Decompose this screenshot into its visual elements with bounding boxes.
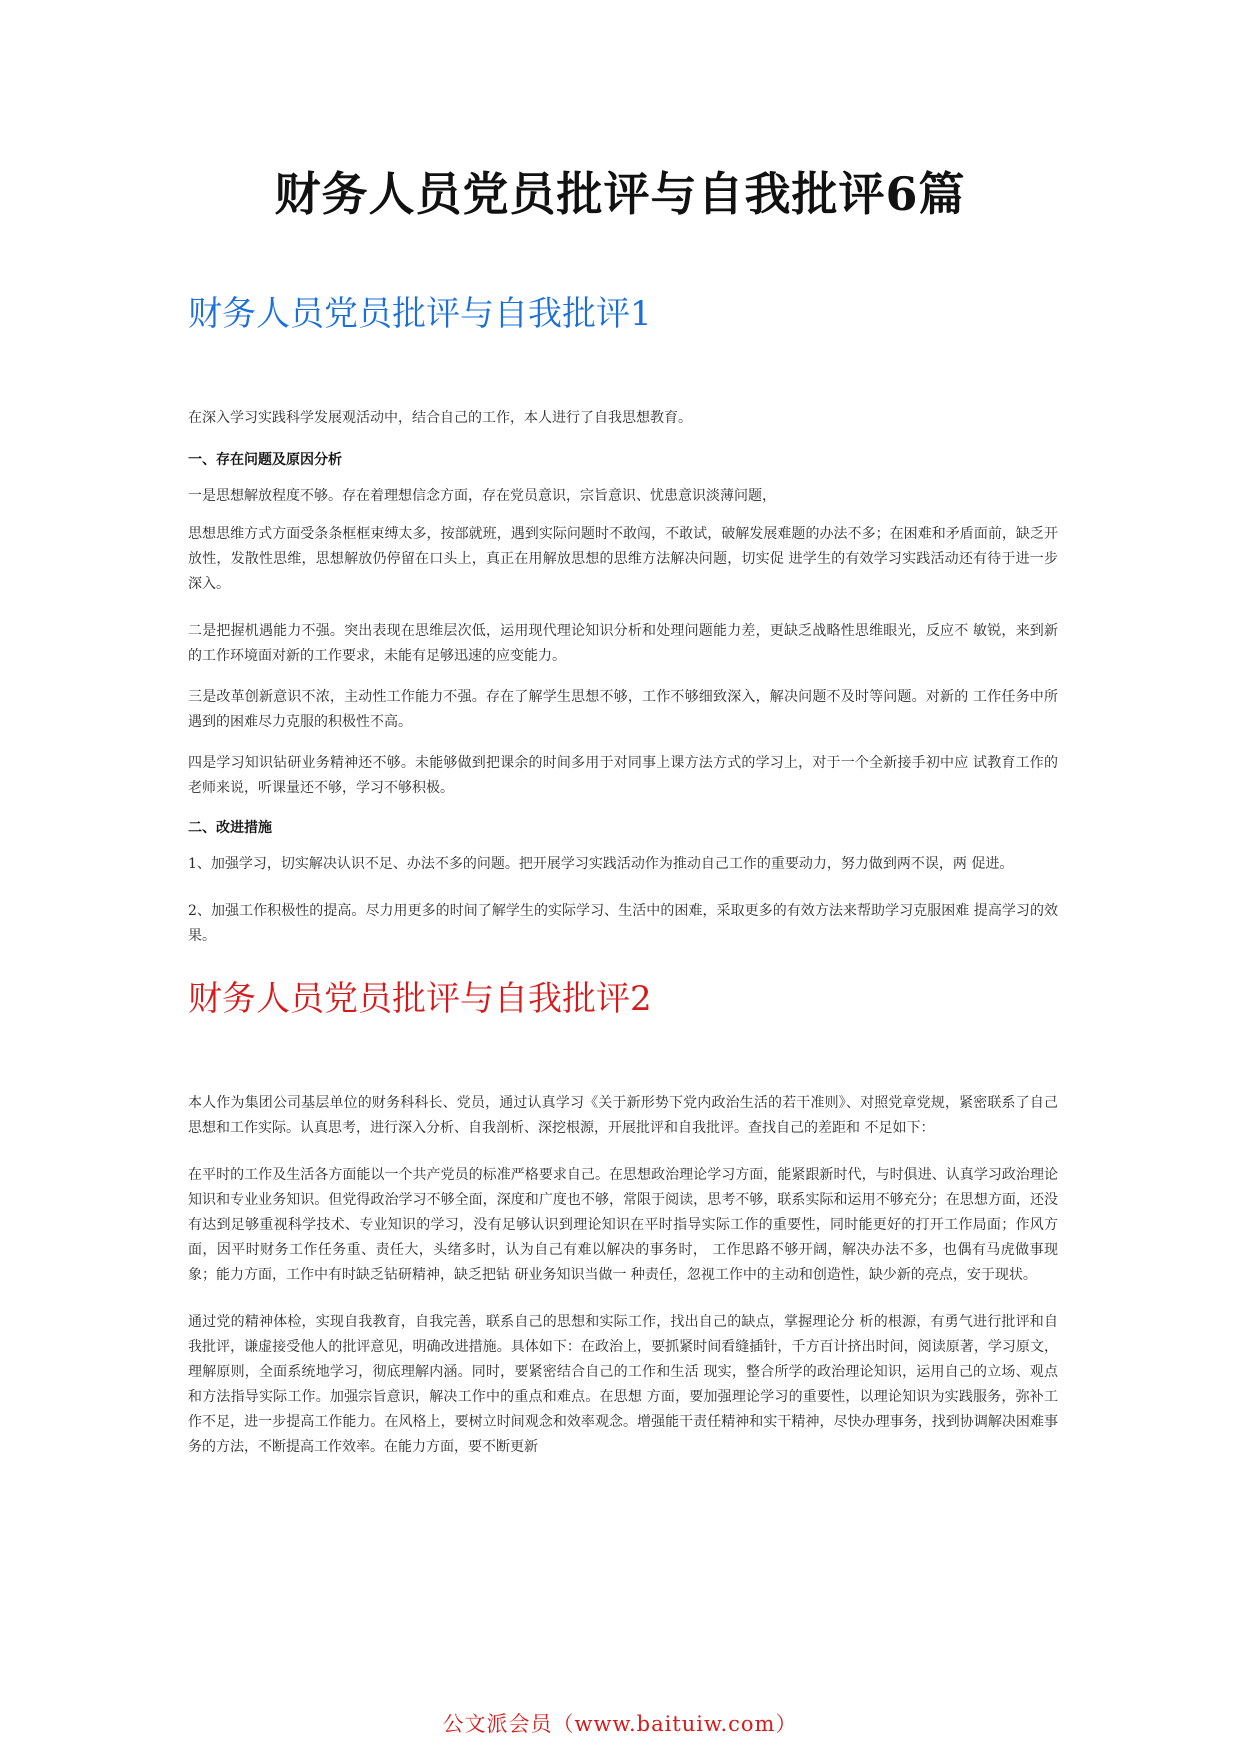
section-2-paragraph-2: 在平时的工作及生活各方面能以一个共产党员的标准严格要求自己。在思想政治理论学习方面，能紧跟新时代，与时俱进、认真学习政治理论知识和专业业务知识。但党得政治学习不够全面，深度和广度也不够，常限于阅读，思考不够，联系实际和运用不够充分；在思想方面，还没有达到足够重视科学技术、专业知识的学习，没有足够认识到理论知识在平时指导实际工作的重要性，同时能更好的打开工作局面；作风方面，因平时财务工作任务重、责任大，头绪多时，认为自己有难以解决的事务时， 工作思路不够开阔，解决办法不多，也偶有马虎做事现象；能力方面，工作中有时缺乏钻研精神，缺乏把钻 研业务知识当做一 种责任，忽视工作中的主动和创造性，缺少新的亮点，安于现状。 (188, 1167, 1058, 1283)
section-2-title: 财务人员党员批评与自我批评2 (188, 979, 652, 1019)
section-1-title: 财务人员党员批评与自我批评1 (188, 294, 652, 334)
footer-watermark: 公文派会员（www.baituiw.com） (442, 1712, 798, 1736)
section-2-paragraph-1: 本人作为集团公司基层单位的财务科科长、党员，通过认真学习《关于新形势下党内政治生活的若干准则》、对照党章党规，紧密联系了自己思想和工作实际。认真思考，进行深入分析、自我剖析、深挖根源，开展批评和自我批评。查找自己的差距和 不足如下： (188, 1095, 1058, 1136)
section-1-paragraph-5: 四是学习知识钻研业务精神还不够。未能够做到把课余的时间多用于对同事上课方法方式的学习上，对于一个全新接手初中应 试教育工作的老师来说，听课量还不够，学习不够积极。 (188, 755, 1058, 796)
section-1-paragraph-7: 2、加强工作积极性的提高。尽力用更多的时间了解学生的实际学习、生活中的困难，采取更多的有效方法来帮助学习克服困难 提高学习的效果。 (188, 903, 1058, 944)
document-body (188, 292, 1058, 1460)
section-1-intro: 在深入学习实践科学发展观活动中，结合自己的工作，本人进行了自我思想教育。 (188, 410, 692, 426)
section-1-paragraph-1: 一是思想解放程度不够。存在着理想信念方面，存在党员意识，宗旨意识、忧患意识淡薄问题， (188, 488, 776, 504)
section-1-heading-measures: 二、改进措施 (188, 820, 272, 836)
section-2-paragraph-3: 通过党的精神体检，实现自我教育，自我完善，联系自己的思想和实际工作，找出自己的缺点，掌握理论分 析的根源，有勇气进行批评和自我批评，谦虚接受他人的批评意见，明确改进措施。具体如下：在政治上，要抓紧时间看缝插针，千方百计挤出时间，阅读原著，学习原文，理解原则，全面系统地学习，彻底理解内涵。同时，要紧密结合自己的工作和生活 现实，整合所学的政治理论知识，运用自己的立场、观点和方法指导实际工作。加强宗旨意识，解决工作中的重点和难点。在思想 方面，要加强理论学习的重要性，以理论知识为实践服务，弥补工作不足，进一步提高工作能力。在风格上，要树立时间观念和效率观念。增强能干责任精神和实干精神，尽快办理事务，找到协调解决困难事务的方法，不断提高工作效率。在能力方面，要不断更新 (188, 1314, 1058, 1455)
document-title: 财务人员党员批评与自我批评6篇 (274, 167, 966, 221)
section-1-paragraph-2: 思想思维方式方面受条条框框束缚太多，按部就班，遇到实际问题时不敢闯，不敢试，破解发展难题的办法不多；在困难和矛盾面前，缺乏开放性，发散性思维，思想解放仍停留在口头上，真正在用解放思想的思维方法解决问题，切实促 进学生的有效学习实践活动还有待于进一步深入。 (188, 526, 1058, 592)
section-1-paragraph-3: 二是把握机遇能力不强。突出表现在思维层次低，运用现代理论知识分析和处理问题能力差，更缺乏战略性思维眼光，反应不 敏锐，来到新的工作环境面对新的工作要求，未能有足够迅速的应变能力。 (188, 623, 1058, 664)
section-1-paragraph-6: 1、加强学习，切实解决认识不足、办法不多的问题。把开展学习实践活动作为推动自己工作的重要动力，努力做到两不误，两 促进。 (188, 856, 1014, 872)
section-1-heading-problems: 一、存在问题及原因分析 (188, 452, 342, 468)
section-1-paragraph-4: 三是改革创新意识不浓，主动性工作能力不强。存在了解学生思想不够，工作不够细致深入，解决问题不及时等问题。对新的 工作任务中所遇到的困难尽力克服的积极性不高。 (188, 689, 1058, 730)
